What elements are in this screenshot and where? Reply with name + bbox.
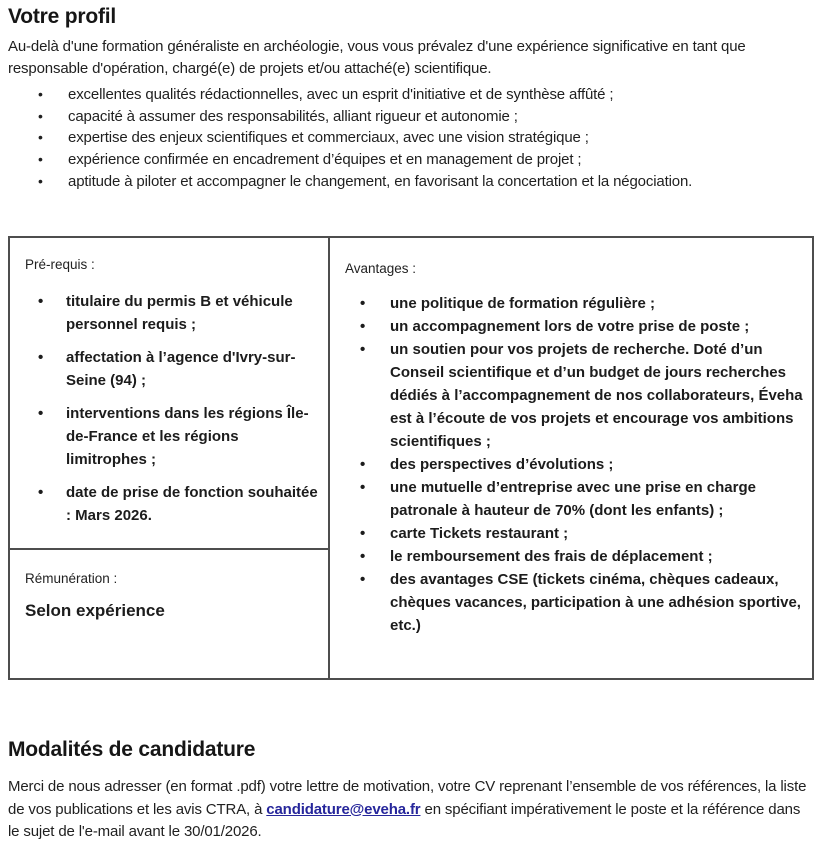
application-body: [8, 776, 815, 844]
profile-bullet-list: [8, 84, 815, 193]
prerequisites-list: [10, 290, 328, 527]
list-item: • interventions dans les régions Île-de-France et les régions limitrophes ;: [10, 402, 328, 471]
remuneration-value: Selon expérience: [25, 601, 165, 620]
list-item: • un soutien pour vos projets de recherche. Doté d’un Conseil scientifique et d’un budget de jours recherches dédiés à l’accompagnement de nos collaborateurs, Éveha est à l’écoute de vos projets et encourage vos ambitions scientifiques ;: [330, 338, 812, 453]
application-text-before: Merci de nous adresser (en format .pdf) votre lettre de motivation, votre CV reprenant l’ensemble de vos références, la liste de vos publications et les avis CTRA, à: [8, 778, 807, 818]
email-link[interactable]: candidature@eveha.fr: [266, 800, 421, 818]
info-table: [8, 236, 814, 680]
list-item: • date de prise de fonction souhaitée : Mars 2026.: [10, 481, 328, 527]
advantages-label: Avantages :: [345, 261, 417, 276]
remuneration-label: Rémunération :: [25, 571, 118, 586]
advantages-cell: [328, 236, 814, 680]
list-item: • des avantages CSE (tickets cinéma, chèques cadeaux, chèques vacances, participation à une adhésion sportive, etc.): [330, 568, 812, 637]
list-item: • des perspectives d’évolutions ;: [330, 453, 812, 476]
prerequisites-cell: [8, 236, 330, 550]
application-title: Modalités de candidature: [8, 738, 256, 761]
list-item: • carte Tickets restaurant ;: [330, 522, 812, 545]
remuneration-cell: [8, 548, 330, 680]
profile-section: [8, 5, 815, 193]
list-item: • un accompagnement lors de votre prise de poste ;: [330, 315, 812, 338]
list-item: • une politique de formation régulière ;: [330, 292, 812, 315]
list-item: • affectation à l’agence d'Ivry-sur-Seine (94) ;: [10, 346, 328, 392]
application-text-after: en spécifiant impérativement le poste et la référence dans le sujet de l'e-mail avant le 30/01/2026.: [8, 800, 801, 840]
list-item: • expertise des enjeux scientifiques et commerciaux, avec une vision stratégique ;: [8, 127, 815, 149]
list-item: • expérience confirmée en encadrement d’équipes et en management de projet ;: [8, 149, 815, 171]
list-item: • aptitude à piloter et accompagner le changement, en favorisant la concertation et la négociation.: [8, 171, 815, 193]
profile-title: Votre profil: [8, 5, 117, 28]
list-item: • excellentes qualités rédactionnelles, avec un esprit d'initiative et de synthèse affûté ;: [8, 84, 815, 106]
list-item: • une mutuelle d’entreprise avec une prise en charge patronale à hauteur de 70% (dont les enfants) ;: [330, 476, 812, 522]
advantages-list: [330, 292, 812, 637]
list-item: • le remboursement des frais de déplacement ;: [330, 545, 812, 568]
prerequisites-label: Pré-requis :: [25, 257, 95, 272]
list-item: • capacité à assumer des responsabilités, alliant rigueur et autonomie ;: [8, 106, 815, 128]
application-section: [8, 738, 815, 844]
profile-intro: Au-delà d'une formation généraliste en archéologie, vous vous prévalez d'une expérience significative en tant que responsable d'opération, chargé(e) de projets et/ou attaché(e) scientifique.: [8, 38, 746, 77]
list-item: • titulaire du permis B et véhicule personnel requis ;: [10, 290, 328, 336]
